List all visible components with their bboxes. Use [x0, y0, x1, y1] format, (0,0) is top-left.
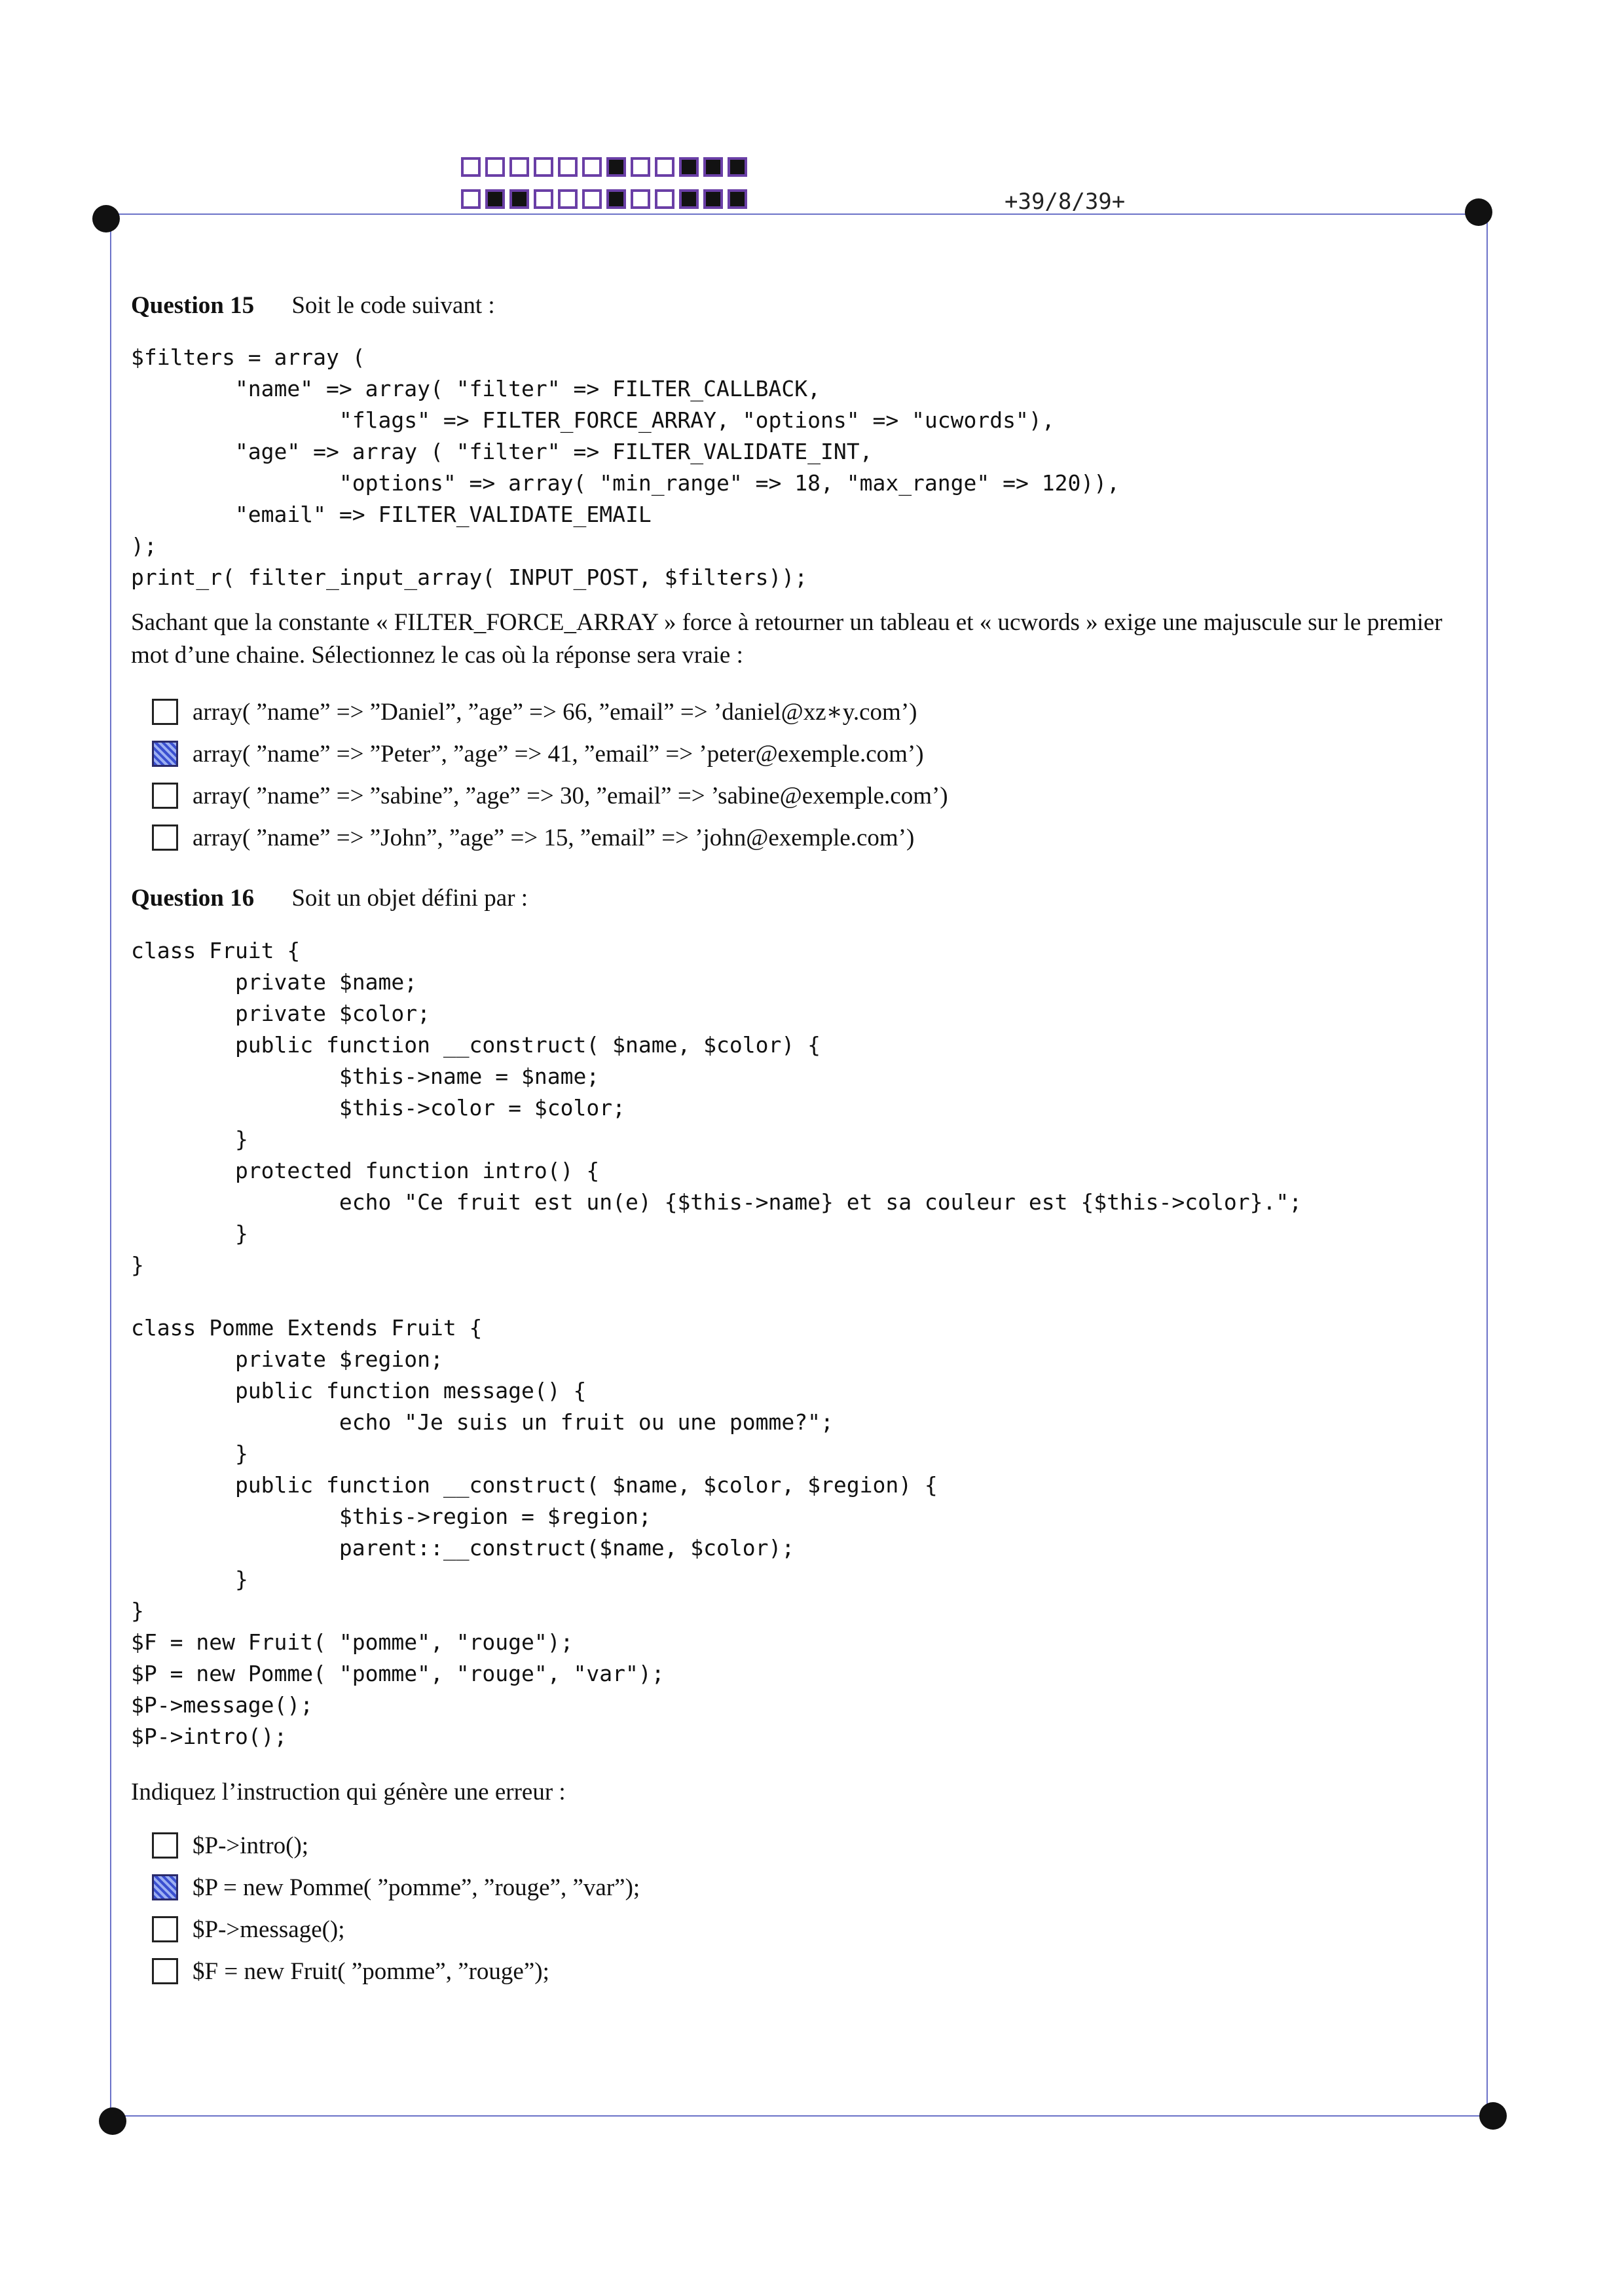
q16-choice-1[interactable]: [152, 1824, 640, 1866]
q16-choice-1-checkbox[interactable]: [152, 1832, 178, 1859]
q16-choice-3-label: $P->message();: [193, 1916, 345, 1943]
q15-choice-2-checkbox[interactable]: [152, 741, 178, 767]
question-16-heading: [131, 884, 528, 912]
q15-choice-4[interactable]: [152, 817, 948, 859]
q15-choice-3-label: array( ”name” => ”sabine”, ”age” => 30, ”email” => ’sabine@exemple.com’): [193, 782, 948, 809]
q15-choice-3-checkbox[interactable]: [152, 783, 178, 809]
registration-mark-top-left: [92, 205, 120, 232]
q15-choice-2[interactable]: [152, 733, 948, 775]
question-16-code: class Fruit { private $name; private $color; public function __construct( $name, $color) { $this->name = $name; $this->color = $color; } protected function intro() { echo "Ce fruit est un(e) {$this->name} et sa couleur est {$this->color}."; } } class Pomme Extends Fruit { private $region; public function message() { echo "Je suis un fruit ou une pomme?"; } public function __construct( $name, $color, $region) { $this->region = $region; parent::__construct($name, $color); } } $F = new Fruit( "pomme", "rouge"); $P = new Pomme( "pomme", "rouge", "var"); $P->message(); $P->intro();: [131, 938, 1302, 1749]
q16-choice-2[interactable]: [152, 1866, 640, 1908]
question-16-intro: Soit un objet défini par :: [291, 885, 528, 912]
barcode-row-top: [461, 157, 752, 177]
q15-choice-1-checkbox[interactable]: [152, 699, 178, 725]
q16-choice-4-label: $F = new Fruit( ”pomme”, ”rouge”);: [193, 1957, 549, 1985]
q16-choice-4[interactable]: [152, 1950, 640, 1992]
question-15-choices: [152, 691, 948, 859]
q15-choice-4-checkbox[interactable]: [152, 824, 178, 851]
q15-choice-4-label: array( ”name” => ”John”, ”age” => 15, ”email” => ’john@exemple.com’): [193, 824, 915, 851]
question-16-statement: Indiquez l’instruction qui génère une erreur :: [131, 1779, 566, 1805]
question-15-label: Question 15: [131, 292, 255, 319]
page-identifier: +39/8/39+: [1005, 189, 1126, 215]
question-15-statement: Sachant que la constante « FILTER_FORCE_ARRAY » force à retourner un tableau et « ucwords » exige une majuscule sur le premier mot d’une chaine. Sélectionnez le cas où la réponse sera vraie :: [131, 609, 1443, 669]
barcode-row-bottom: [461, 189, 752, 209]
question-15-code: $filters = array ( "name" => array( "filter" => FILTER_CALLBACK, "flags" => FILTER_FORCE_ARRAY, "options" => "ucwords"), "age" => array ( "filter" => FILTER_VALIDATE_INT, "options" => array( "min_range" => 18, "max_range" => 120)), "email" => FILTER_VALIDATE_EMAIL ); print_r( filter_input_array( INPUT_POST, $filters));: [131, 344, 1120, 590]
q16-choice-1-label: $P->intro();: [193, 1832, 309, 1859]
q15-choice-3[interactable]: [152, 775, 948, 817]
registration-mark-top-right: [1465, 198, 1492, 226]
q16-choice-2-label: $P = new Pomme( ”pomme”, ”rouge”, ”var”);: [193, 1874, 640, 1901]
q15-choice-1-label: array( ”name” => ”Daniel”, ”age” => 66, ”email” => ’daniel@xz∗y.com’): [193, 699, 917, 726]
registration-mark-bottom-right: [1479, 2102, 1507, 2130]
question-15-heading: [131, 291, 495, 320]
question-16-label: Question 16: [131, 885, 255, 912]
q16-choice-3[interactable]: [152, 1908, 640, 1950]
q15-choice-1[interactable]: [152, 691, 948, 733]
registration-mark-bottom-left: [99, 2107, 126, 2135]
q15-choice-2-label: array( ”name” => ”Peter”, ”age” => 41, ”email” => ’peter@exemple.com’): [193, 740, 924, 768]
q16-choice-4-checkbox[interactable]: [152, 1958, 178, 1984]
q16-choice-3-checkbox[interactable]: [152, 1916, 178, 1942]
question-16-choices: [152, 1824, 640, 1992]
question-15-intro: Soit le code suivant :: [291, 292, 495, 319]
q16-choice-2-checkbox[interactable]: [152, 1874, 178, 1900]
